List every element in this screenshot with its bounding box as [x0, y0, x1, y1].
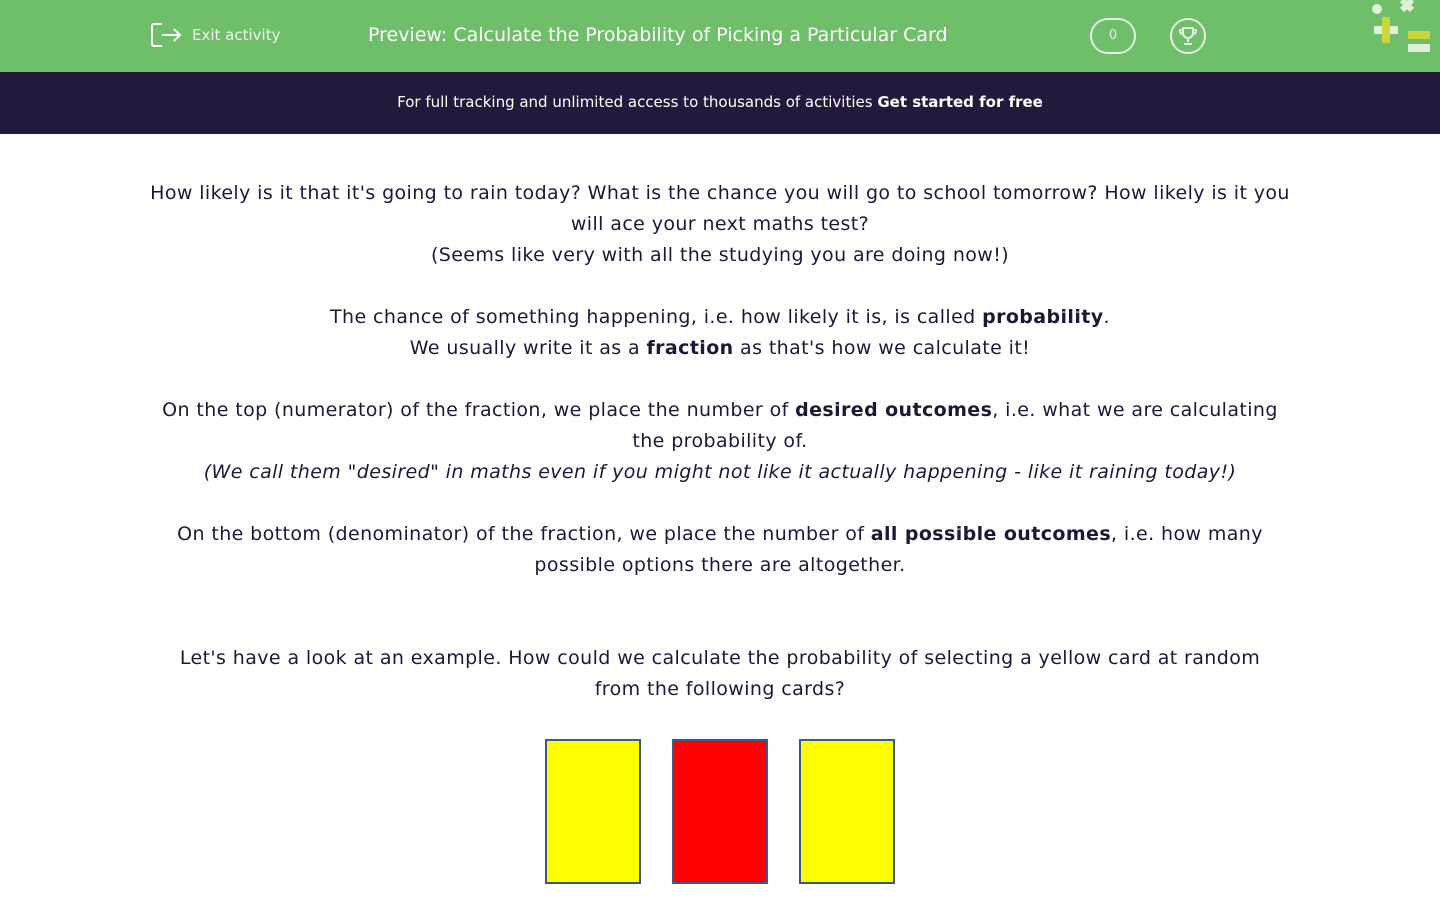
term: fraction	[646, 337, 734, 359]
term: all possible outcomes	[870, 523, 1112, 545]
term: desired outcomes	[795, 399, 993, 421]
text: , i.e. what we are calculating the probability of.	[632, 399, 1278, 452]
example-paragraph: Let's have a look at an example. How could we calculate the probability of selecting a yellow card at random from the following cards?	[179, 647, 1261, 700]
trophy-button[interactable]	[1170, 18, 1206, 54]
exit-label: Exit activity	[192, 26, 281, 44]
card-red	[672, 739, 768, 884]
exit-activity-button[interactable]	[150, 22, 280, 48]
term: probability	[982, 306, 1104, 328]
lesson-content	[0, 1, 1440, 884]
probability-paragraph	[150, 302, 1290, 364]
trophy-icon	[1178, 26, 1198, 46]
text: .	[1103, 306, 1110, 328]
exit-icon	[150, 22, 182, 48]
logo-icon	[1368, 0, 1440, 56]
numerator-paragraph	[150, 395, 1290, 488]
text: We usually write it as a	[409, 337, 647, 359]
get-started-link[interactable]: Get started for free	[877, 93, 1043, 111]
cards	[150, 739, 1290, 884]
card-yellow	[799, 739, 895, 884]
text: On the top (numerator) of the fraction, we place the number of	[162, 399, 796, 421]
banner-text: For full tracking and unlimited access to thousands of activities	[397, 93, 878, 111]
intro-paragraph	[150, 178, 1290, 271]
denominator-paragraph	[150, 519, 1290, 581]
activity-title: Preview: Calculate the Probability of Picking a Particular Card	[368, 24, 948, 46]
text: (We call them "desired" in maths even if you might not like it actually happening - like it raining today!)	[203, 461, 1237, 483]
text: , i.e. how many possible options there are altogether.	[534, 523, 1263, 576]
text: The chance of something happening, i.e. how likely it is, is called	[330, 306, 983, 328]
text: as that's how we calculate it!	[733, 337, 1031, 359]
text: How likely is it that it's going to rain today? What is the chance you will go to school tomorrow? How likely is it you will ace your next maths test?	[150, 182, 1290, 235]
text: (Seems like very with all the studying you are doing now!)	[430, 244, 1010, 266]
card-yellow	[545, 739, 641, 884]
top-bar	[0, 0, 1440, 72]
score-badge: 0	[1090, 18, 1136, 54]
text: On the bottom (denominator) of the fraction, we place the number of	[177, 523, 871, 545]
